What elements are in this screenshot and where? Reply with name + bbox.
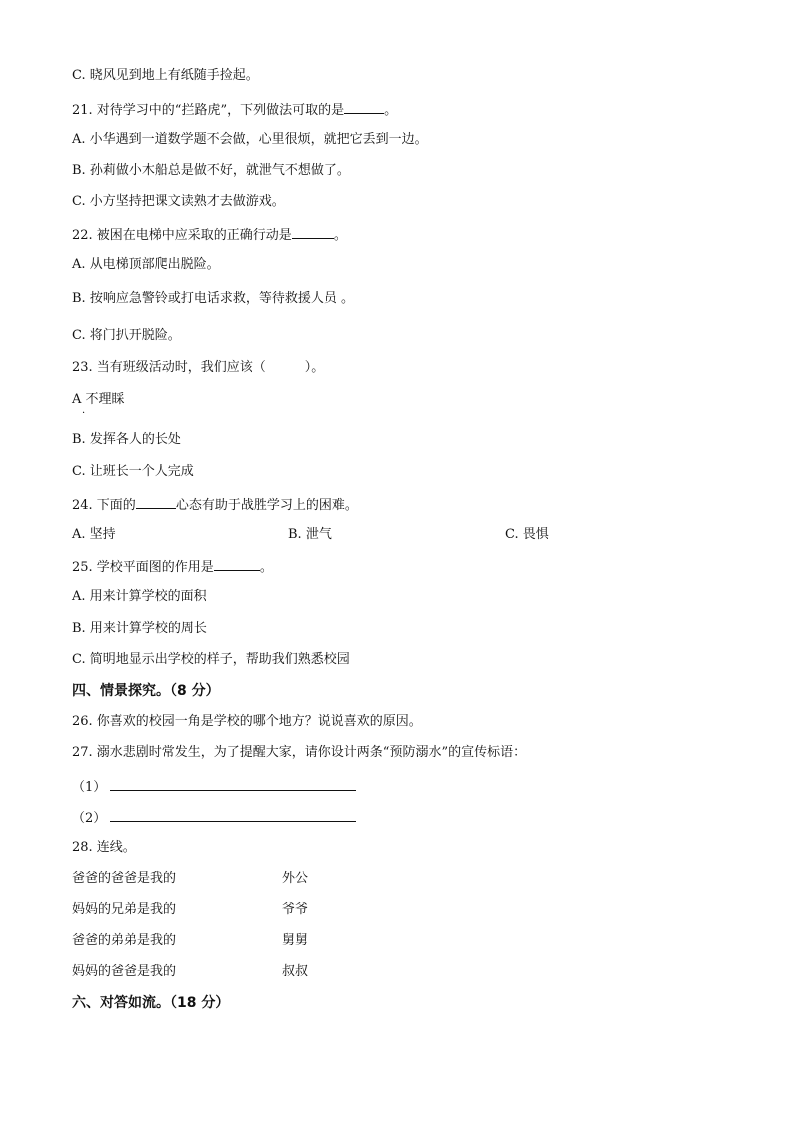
q27-answer-1	[72, 777, 356, 796]
q25-option-c: C. 简明地显示出学校的样子，帮助我们熟悉校园	[72, 652, 350, 667]
stray-dot: ·	[82, 408, 86, 419]
q25-stem-text: 25. 学校平面图的作用是	[72, 560, 214, 575]
q25-stem-end: 。	[259, 560, 273, 575]
q21-option-b: B. 孙莉做小木船总是做不好，就泄气不想做了。	[72, 163, 350, 178]
q24-option-c: C. 畏惧	[505, 527, 549, 542]
q27-slot-1-label: （1）	[72, 780, 107, 795]
q28-right-item[interactable]: 叔叔	[282, 964, 309, 979]
q21-blank[interactable]	[344, 101, 384, 114]
q21-option-a: A. 小华遇到一道数学题不会做，心里很烦，就把它丢到一边。	[72, 132, 428, 147]
q28-left-item[interactable]: 妈妈的爸爸是我的	[72, 964, 177, 979]
q25-blank[interactable]	[214, 558, 260, 571]
q23-stem: 23. 当有班级活动时，我们应该（ ）。	[72, 360, 325, 375]
q27-slot-1-line[interactable]	[110, 777, 356, 791]
q24-option-a: A. 坚持	[72, 527, 116, 542]
q25-option-b: B. 用来计算学校的周长	[72, 621, 207, 636]
q21-stem-text: 21. 对待学习中的“拦路虎”，下列做法可取的是	[72, 103, 345, 118]
q27-answer-2	[72, 808, 356, 827]
q27-stem: 27. 溺水悲剧时常发生，为了提醒大家，请你设计两条“预防溺水”的宣传标语：	[72, 745, 527, 760]
q23-option-a: A 不理睬	[72, 392, 125, 407]
q22-stem	[72, 226, 347, 244]
q28-left-item[interactable]: 爸爸的弟弟是我的	[72, 933, 177, 948]
q22-blank[interactable]	[292, 226, 334, 239]
q26-stem: 26. 你喜欢的校园一角是学校的哪个地方？说说喜欢的原因。	[72, 714, 422, 729]
q21-stem-end: 。	[384, 103, 398, 118]
q24-stem-text: 24. 下面的	[72, 498, 136, 513]
q23-option-b: B. 发挥各人的长处	[72, 432, 181, 447]
q28-left-item[interactable]: 爸爸的爸爸是我的	[72, 871, 177, 886]
q28-stem: 28. 连线。	[72, 840, 136, 855]
q27-slot-2-label: （2）	[72, 811, 107, 826]
q28-right-item[interactable]: 外公	[282, 871, 309, 886]
q28-right-item[interactable]: 爷爷	[282, 902, 309, 917]
q24-stem	[72, 496, 358, 514]
q23-option-c: C. 让班长一个人完成	[72, 464, 194, 479]
q22-option-b: B. 按响应急警铃或打电话求救，等待救援人员 。	[72, 291, 354, 306]
q24-blank[interactable]	[136, 496, 176, 509]
q21-stem	[72, 101, 397, 119]
q21-option-c: C. 小方坚持把课文读熟才去做游戏。	[72, 194, 285, 209]
q28-left-item[interactable]: 妈妈的兄弟是我的	[72, 902, 177, 917]
section-4-heading: 四、情景探究。（8 分）	[72, 683, 220, 699]
q22-stem-text: 22. 被困在电梯中应采取的正确行动是	[72, 228, 292, 243]
section-6-heading: 六、对答如流。（18 分）	[72, 995, 230, 1011]
q25-stem	[72, 558, 273, 576]
q24-option-b: B. 泄气	[288, 527, 332, 542]
q25-option-a: A. 用来计算学校的面积	[72, 589, 207, 604]
q22-stem-end: 。	[333, 228, 347, 243]
q22-option-a: A. 从电梯顶部爬出脱险。	[72, 257, 220, 272]
q20-option-c: C. 晓风见到地上有纸随手捡起。	[72, 68, 259, 83]
q24-stem-end: 心态有助于战胜学习上的困难。	[175, 498, 358, 513]
q27-slot-2-line[interactable]	[110, 808, 356, 822]
q28-right-item[interactable]: 舅舅	[282, 933, 309, 948]
q22-option-c: C. 将门扒开脱险。	[72, 328, 181, 343]
